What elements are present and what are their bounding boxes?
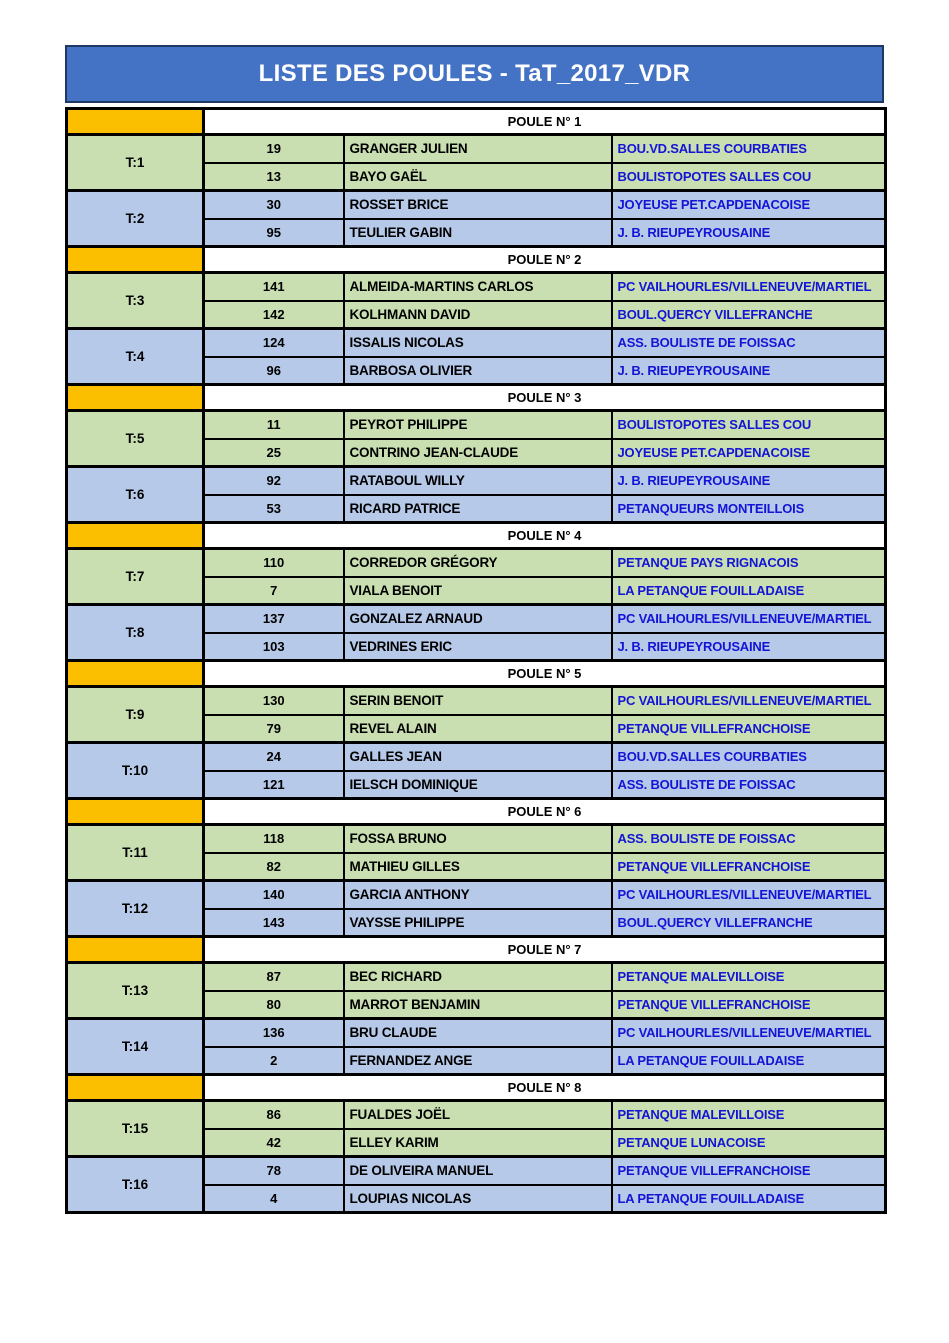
player-club: BOU.VD.SALLES COURBATIES: [612, 135, 886, 163]
player-number: 118: [204, 825, 344, 853]
player-number: 141: [204, 273, 344, 301]
player-number: 137: [204, 605, 344, 633]
team-label: T:16: [67, 1157, 204, 1213]
player-number: 80: [204, 991, 344, 1019]
player-number: 2: [204, 1047, 344, 1075]
player-club: J. B. RIEUPEYROUSAINE: [612, 357, 886, 385]
player-club: LA PETANQUE FOUILLADAISE: [612, 577, 886, 605]
player-number: 78: [204, 1157, 344, 1185]
player-club: PETANQUE MALEVILLOISE: [612, 963, 886, 991]
poule-title: POULE N° 6: [204, 799, 886, 825]
poule-title: POULE N° 5: [204, 661, 886, 687]
player-name: VEDRINES ERIC: [344, 633, 612, 661]
player-number: 13: [204, 163, 344, 191]
team-label: T:7: [67, 549, 204, 605]
player-club: J. B. RIEUPEYROUSAINE: [612, 219, 886, 247]
player-club: PETANQUEURS MONTEILLOIS: [612, 495, 886, 523]
player-name: FUALDES JOËL: [344, 1101, 612, 1129]
team-label: T:8: [67, 605, 204, 661]
player-club: JOYEUSE PET.CAPDENACOISE: [612, 191, 886, 219]
player-club: PETANQUE VILLEFRANCHOISE: [612, 715, 886, 743]
player-row: [67, 191, 886, 219]
team-label: T:14: [67, 1019, 204, 1075]
poule-marker-cell: [67, 1075, 204, 1101]
poule-header-row: [67, 661, 886, 687]
title-banner: [65, 45, 884, 103]
team-label: T:3: [67, 273, 204, 329]
page-title: LISTE DES POULES - TaT_2017_VDR: [258, 60, 691, 87]
player-name: DE OLIVEIRA MANUEL: [344, 1157, 612, 1185]
poules-table-body: [67, 109, 886, 1213]
player-number: 4: [204, 1185, 344, 1213]
player-name: TEULIER GABIN: [344, 219, 612, 247]
player-club: BOU.VD.SALLES COURBATIES: [612, 743, 886, 771]
poule-marker-cell: [67, 937, 204, 963]
poule-title: POULE N° 1: [204, 109, 886, 135]
poule-marker-cell: [67, 523, 204, 549]
player-number: 96: [204, 357, 344, 385]
poule-marker-cell: [67, 799, 204, 825]
player-number: 11: [204, 411, 344, 439]
poule-marker-cell: [67, 247, 204, 273]
player-row: [67, 687, 886, 715]
player-club: BOUL.QUERCY VILLEFRANCHE: [612, 301, 886, 329]
poule-header-row: [67, 937, 886, 963]
player-row: [67, 1101, 886, 1129]
player-club: PETANQUE PAYS RIGNACOIS: [612, 549, 886, 577]
player-club: PC VAILHOURLES/VILLENEUVE/MARTIEL: [612, 881, 886, 909]
player-name: CORREDOR GRÉGORY: [344, 549, 612, 577]
player-name: MATHIEU GILLES: [344, 853, 612, 881]
team-label: T:10: [67, 743, 204, 799]
team-label: T:11: [67, 825, 204, 881]
player-number: 42: [204, 1129, 344, 1157]
player-number: 121: [204, 771, 344, 799]
player-number: 30: [204, 191, 344, 219]
player-name: FERNANDEZ ANGE: [344, 1047, 612, 1075]
poule-header-row: [67, 385, 886, 411]
player-club: LA PETANQUE FOUILLADAISE: [612, 1047, 886, 1075]
poule-title: POULE N° 4: [204, 523, 886, 549]
player-name: GONZALEZ ARNAUD: [344, 605, 612, 633]
team-label: T:4: [67, 329, 204, 385]
player-club: ASS. BOULISTE DE FOISSAC: [612, 825, 886, 853]
player-row: [67, 605, 886, 633]
player-row: [67, 467, 886, 495]
player-name: GRANGER JULIEN: [344, 135, 612, 163]
player-number: 86: [204, 1101, 344, 1129]
player-club: BOULISTOPOTES SALLES COU: [612, 163, 886, 191]
team-label: T:15: [67, 1101, 204, 1157]
player-number: 130: [204, 687, 344, 715]
poule-header-row: [67, 109, 886, 135]
team-label: T:9: [67, 687, 204, 743]
player-name: FOSSA BRUNO: [344, 825, 612, 853]
player-club: PETANQUE MALEVILLOISE: [612, 1101, 886, 1129]
player-number: 92: [204, 467, 344, 495]
player-row: [67, 1157, 886, 1185]
player-club: ASS. BOULISTE DE FOISSAC: [612, 771, 886, 799]
player-number: 53: [204, 495, 344, 523]
player-number: 79: [204, 715, 344, 743]
player-name: CONTRINO JEAN-CLAUDE: [344, 439, 612, 467]
player-club: PC VAILHOURLES/VILLENEUVE/MARTIEL: [612, 273, 886, 301]
player-row: [67, 329, 886, 357]
player-number: 142: [204, 301, 344, 329]
poule-marker-cell: [67, 385, 204, 411]
player-name: ALMEIDA-MARTINS CARLOS: [344, 273, 612, 301]
player-row: [67, 743, 886, 771]
player-number: 82: [204, 853, 344, 881]
player-number: 24: [204, 743, 344, 771]
poule-header-row: [67, 247, 886, 273]
player-name: BAYO GAËL: [344, 163, 612, 191]
player-club: JOYEUSE PET.CAPDENACOISE: [612, 439, 886, 467]
player-row: [67, 549, 886, 577]
player-name: GALLES JEAN: [344, 743, 612, 771]
player-name: SERIN BENOIT: [344, 687, 612, 715]
player-row: [67, 135, 886, 163]
pool-list-sheet: [65, 45, 884, 1214]
poule-header-row: [67, 1075, 886, 1101]
player-name: REVEL ALAIN: [344, 715, 612, 743]
player-number: 140: [204, 881, 344, 909]
poule-title: POULE N° 8: [204, 1075, 886, 1101]
player-name: BARBOSA OLIVIER: [344, 357, 612, 385]
player-club: PETANQUE LUNACOISE: [612, 1129, 886, 1157]
team-label: T:5: [67, 411, 204, 467]
team-label: T:12: [67, 881, 204, 937]
player-name: ELLEY KARIM: [344, 1129, 612, 1157]
player-club: LA PETANQUE FOUILLADAISE: [612, 1185, 886, 1213]
player-number: 7: [204, 577, 344, 605]
poule-header-row: [67, 523, 886, 549]
player-number: 25: [204, 439, 344, 467]
player-name: VIALA BENOIT: [344, 577, 612, 605]
player-club: PETANQUE VILLEFRANCHOISE: [612, 1157, 886, 1185]
team-label: T:13: [67, 963, 204, 1019]
player-name: MARROT BENJAMIN: [344, 991, 612, 1019]
player-row: [67, 825, 886, 853]
player-club: BOUL.QUERCY VILLEFRANCHE: [612, 909, 886, 937]
player-name: KOLHMANN DAVID: [344, 301, 612, 329]
team-label: T:1: [67, 135, 204, 191]
player-name: VAYSSE PHILIPPE: [344, 909, 612, 937]
player-number: 110: [204, 549, 344, 577]
player-number: 19: [204, 135, 344, 163]
poule-title: POULE N° 3: [204, 385, 886, 411]
player-row: [67, 1019, 886, 1047]
poules-table: [65, 107, 887, 1214]
poule-marker-cell: [67, 109, 204, 135]
player-name: GARCIA ANTHONY: [344, 881, 612, 909]
poule-marker-cell: [67, 661, 204, 687]
player-club: J. B. RIEUPEYROUSAINE: [612, 467, 886, 495]
player-row: [67, 273, 886, 301]
player-row: [67, 881, 886, 909]
player-club: PC VAILHOURLES/VILLENEUVE/MARTIEL: [612, 1019, 886, 1047]
team-label: T:2: [67, 191, 204, 247]
player-name: ISSALIS NICOLAS: [344, 329, 612, 357]
player-row: [67, 411, 886, 439]
player-club: PC VAILHOURLES/VILLENEUVE/MARTIEL: [612, 605, 886, 633]
poule-header-row: [67, 799, 886, 825]
player-number: 87: [204, 963, 344, 991]
player-number: 136: [204, 1019, 344, 1047]
poule-title: POULE N° 2: [204, 247, 886, 273]
player-club: PETANQUE VILLEFRANCHOISE: [612, 991, 886, 1019]
player-name: PEYROT PHILIPPE: [344, 411, 612, 439]
player-club: J. B. RIEUPEYROUSAINE: [612, 633, 886, 661]
team-label: T:6: [67, 467, 204, 523]
player-club: BOULISTOPOTES SALLES COU: [612, 411, 886, 439]
player-name: LOUPIAS NICOLAS: [344, 1185, 612, 1213]
player-number: 143: [204, 909, 344, 937]
player-name: IELSCH DOMINIQUE: [344, 771, 612, 799]
player-club: PETANQUE VILLEFRANCHOISE: [612, 853, 886, 881]
player-name: RICARD PATRICE: [344, 495, 612, 523]
player-number: 124: [204, 329, 344, 357]
player-row: [67, 963, 886, 991]
player-name: BRU CLAUDE: [344, 1019, 612, 1047]
player-club: PC VAILHOURLES/VILLENEUVE/MARTIEL: [612, 687, 886, 715]
player-name: RATABOUL WILLY: [344, 467, 612, 495]
player-name: BEC RICHARD: [344, 963, 612, 991]
player-name: ROSSET BRICE: [344, 191, 612, 219]
player-club: ASS. BOULISTE DE FOISSAC: [612, 329, 886, 357]
poule-title: POULE N° 7: [204, 937, 886, 963]
player-number: 103: [204, 633, 344, 661]
player-number: 95: [204, 219, 344, 247]
